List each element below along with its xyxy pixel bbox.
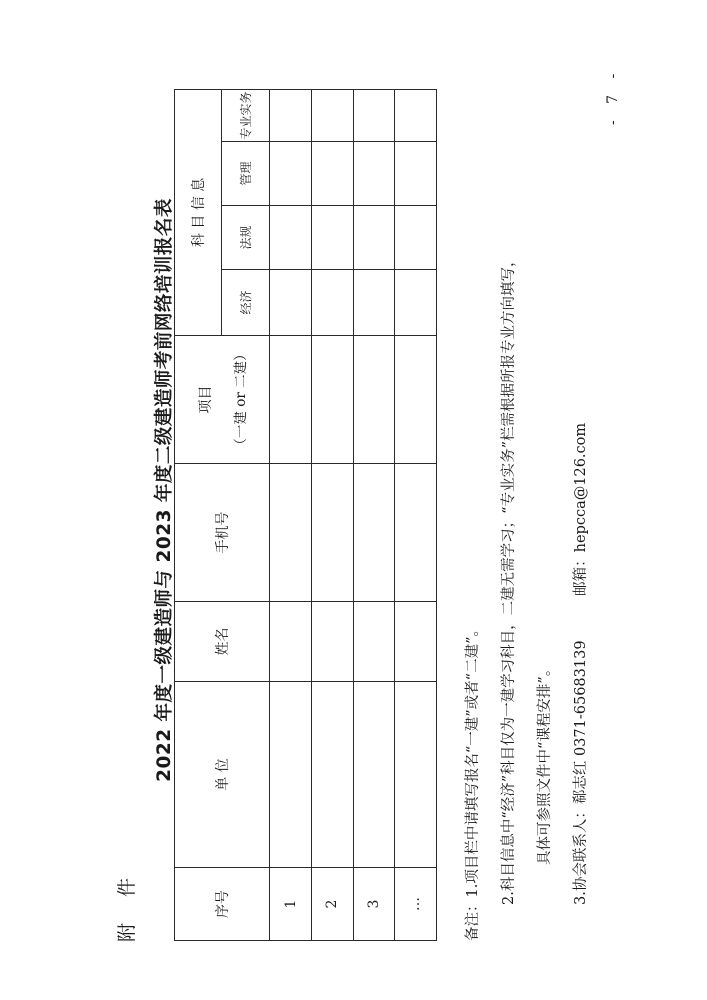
contact-info: 3.协会联系人：郗志红 0371-65683139 (573, 640, 589, 905)
cell-project[interactable] (311, 336, 353, 464)
header-phone: 手机号 (175, 464, 270, 602)
cell-economy[interactable] (353, 270, 394, 336)
header-subject-management: 管理 (221, 142, 270, 206)
cell-law[interactable] (311, 206, 353, 270)
note-line-1: 备注：1.项目栏中请填写报名“一建”或者“二建”。 (465, 622, 481, 941)
cell-law[interactable] (270, 206, 311, 270)
cell-phone[interactable] (394, 464, 436, 602)
cell-management[interactable] (353, 142, 394, 206)
row-number: 2 (311, 868, 353, 941)
header-project (175, 336, 270, 464)
notes-section (455, 61, 599, 941)
cell-name[interactable] (353, 602, 394, 682)
cell-unit[interactable] (394, 682, 436, 868)
cell-phone[interactable] (311, 464, 353, 602)
table-row (270, 89, 311, 940)
cell-unit[interactable] (353, 682, 394, 868)
page-number: - 7 - (605, 67, 621, 125)
registration-table (174, 89, 437, 941)
cell-unit[interactable] (270, 682, 311, 868)
attachment-label: 附 件 (116, 867, 138, 942)
cell-practice[interactable] (311, 89, 353, 141)
header-subject-info: 科 目 信 息 (175, 89, 222, 335)
cell-phone[interactable] (270, 464, 311, 602)
header-unit: 单 位 (175, 682, 270, 868)
cell-unit[interactable] (311, 682, 353, 868)
header-seq: 序号 (175, 868, 270, 941)
header-subject-law: 法规 (221, 206, 270, 270)
header-project-note: （一建 or 二建） (233, 347, 250, 452)
cell-name[interactable] (311, 602, 353, 682)
cell-project[interactable] (270, 336, 311, 464)
cell-name[interactable] (270, 602, 311, 682)
cell-management[interactable] (394, 142, 436, 206)
table-row (394, 89, 436, 940)
table-row (311, 89, 353, 940)
note-line-2: 2.科目信息中“经济”科目仅为一建学习科目，二建无需学习；“专业实务”栏需根据所报专业方向填写， (501, 252, 517, 905)
cell-economy[interactable] (394, 270, 436, 336)
cell-phone[interactable] (353, 464, 394, 602)
cell-practice[interactable] (353, 89, 394, 141)
cell-management[interactable] (270, 142, 311, 206)
cell-law[interactable] (353, 206, 394, 270)
row-number: 1 (270, 868, 311, 941)
header-subject-practice: 专业实务 (221, 89, 270, 141)
form-title: 2022 年度一级建造师与 2023 年度二级建造师考前网络培训报名表 (154, 198, 175, 782)
note-line-3: 具体可参照文件中“课程安排”。 (537, 661, 553, 865)
cell-management[interactable] (311, 142, 353, 206)
header-project-label: 项目 (198, 385, 215, 414)
row-number: 3 (353, 868, 394, 941)
cell-economy[interactable] (270, 270, 311, 336)
row-number: … (394, 868, 436, 941)
cell-project[interactable] (394, 336, 436, 464)
note-line-4 (563, 61, 599, 941)
header-name: 姓名 (175, 602, 270, 682)
cell-practice[interactable] (270, 89, 311, 141)
cell-law[interactable] (394, 206, 436, 270)
cell-name[interactable] (394, 602, 436, 682)
cell-practice[interactable] (394, 89, 436, 141)
header-subject-economy: 经济 (221, 270, 270, 336)
contact-email: 邮箱：hepcca@126.com (573, 422, 589, 596)
cell-project[interactable] (353, 336, 394, 464)
cell-economy[interactable] (311, 270, 353, 336)
table-row (353, 89, 394, 940)
